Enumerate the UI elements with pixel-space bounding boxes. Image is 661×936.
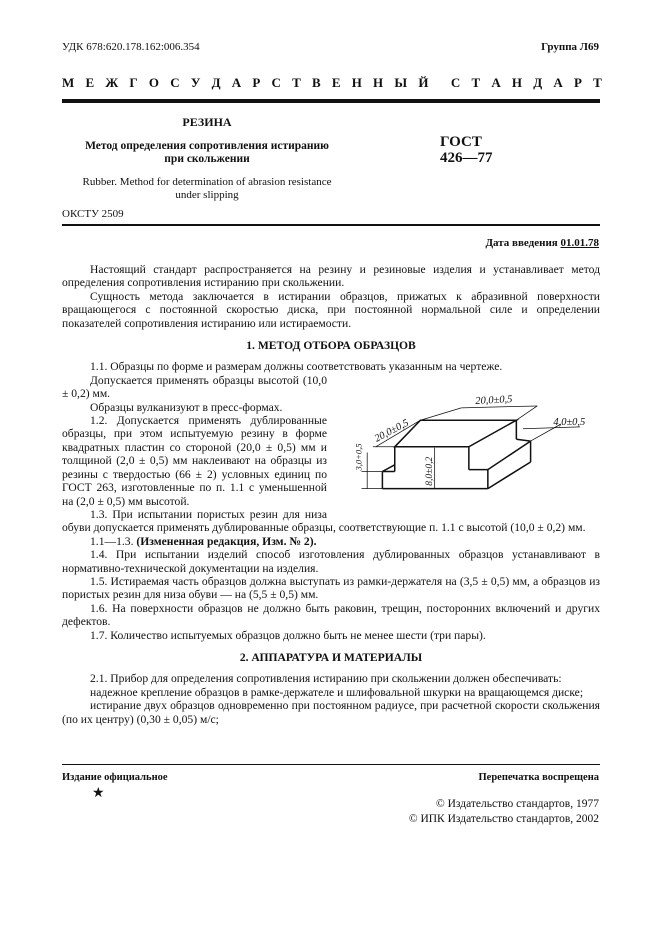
title-block bbox=[62, 115, 352, 209]
doc-subtitle-1: Метод определения сопротивления истиранию bbox=[85, 140, 329, 152]
date-label: Дата введения bbox=[485, 237, 558, 249]
gost-number-block bbox=[440, 134, 493, 166]
document-body bbox=[62, 263, 600, 726]
banner-letter: С bbox=[271, 75, 281, 90]
banner-letter: Н bbox=[373, 75, 384, 90]
paragraph: надежное крепление образцов в рамке-держателе и шлифовальной шкурки на вращающемся диске; bbox=[90, 685, 584, 699]
banner-letter: Р bbox=[252, 75, 261, 90]
paragraph: 1.4. При испытании изделий способ изготовления дублированных образцов устанавливают в нормативно-технической документации на изделия. bbox=[62, 548, 600, 575]
banner-letter: У bbox=[190, 75, 201, 90]
banner-letter: Е bbox=[85, 75, 95, 90]
footer-rule bbox=[62, 764, 600, 765]
paragraph: 1.7. Количество испытуемых образцов должно быть не менее шести (три пары). bbox=[90, 628, 486, 642]
banner-letter: С bbox=[170, 75, 180, 90]
date-value: 01.01.78 bbox=[560, 237, 599, 249]
gost-label: ГОСТ bbox=[440, 134, 482, 150]
english-title-2: under slipping bbox=[175, 189, 239, 201]
standard-banner bbox=[62, 75, 602, 91]
banner-letter: Г bbox=[129, 75, 138, 90]
thick-rule bbox=[62, 99, 600, 103]
banner-letter: Е bbox=[331, 75, 341, 90]
paragraph: 1.5. Истираемая часть образцов должна выступать из рамки-держателя на (3,5 ± 0,5) мм, а образцов из пористых резин для низа обуви — на (5,5 ± 0,5) мм. bbox=[62, 574, 600, 602]
specimen-drawing bbox=[333, 376, 608, 510]
banner-letter: М bbox=[62, 75, 75, 90]
paragraph: истирание двух образцов одновременно при постоянном радиусе, при расчетной скорости скольжения (по их центру) (0,30 ± 0,05) м/с; bbox=[62, 699, 600, 726]
section-heading: 1. МЕТОД ОТБОРА ОБРАЗЦОВ bbox=[246, 339, 416, 353]
banner-letter: Ы bbox=[394, 75, 408, 90]
banner-letter: Т bbox=[471, 75, 481, 90]
amendment-prefix: 1.1—1.3. bbox=[90, 534, 134, 548]
amendment-text: (Измененная редакция, Изм. № 2). bbox=[136, 534, 317, 548]
introduction-date bbox=[485, 237, 599, 249]
paragraph: 2.1. Прибор для определения сопротивления истиранию при скольжении должен обеспечивать: bbox=[90, 672, 562, 686]
paragraph: Допускается применять образцы высотой (10,0 ± 0,2) мм. bbox=[62, 373, 327, 401]
okstu-code: ОКСТУ 2509 bbox=[62, 208, 124, 220]
banner-letter: А bbox=[553, 75, 563, 90]
gost-number: 426—77 bbox=[440, 150, 493, 166]
paragraph: Образцы вулканизуют в пресс-формах. bbox=[90, 400, 283, 414]
paragraph: 1.3. При испытании пористых резин для низа обуви допускается применять дублированные образцы, соответствующие п. 1.1 с высотой (10,0 ± 0,2) мм. bbox=[62, 507, 586, 535]
banner-letter: А bbox=[491, 75, 501, 90]
rule bbox=[62, 224, 600, 226]
banner-letter: О bbox=[148, 75, 160, 90]
banner-letter: Р bbox=[574, 75, 582, 90]
paragraph: 1.6. На поверхности образцов не должно быть раковин, трещин, посторонних включений и других дефектов. bbox=[62, 601, 600, 629]
udc-code: УДК 678:620.178.162:006.354 bbox=[62, 41, 200, 53]
banner-letter: Д bbox=[211, 75, 221, 90]
paragraph: Настоящий стандарт распространяется на резину и резиновые изделия и устанавливает метод определения сопротивления истиранию при скольжении. bbox=[62, 263, 600, 290]
banner-letter: Т bbox=[593, 75, 602, 90]
english-title-1: Rubber. Method for determination of abrasion resistance bbox=[82, 176, 332, 188]
doc-subtitle-2: при скольжении bbox=[164, 153, 250, 165]
reprint-prohibited: Перепечатка воспрещена bbox=[478, 772, 599, 783]
doc-title: РЕЗИНА bbox=[182, 115, 232, 129]
banner-letter: С bbox=[450, 75, 461, 90]
amendment-note bbox=[62, 535, 600, 548]
banner-letter: В bbox=[311, 75, 321, 90]
banner-letter: Д bbox=[533, 75, 543, 90]
copyright-2002: © ИПК Издательство стандартов, 2002 bbox=[408, 813, 599, 825]
banner-letter: Й bbox=[418, 75, 429, 90]
paragraph: 1.1. Образцы по форме и размерам должны соответствовать указанным на чертеже. bbox=[90, 360, 503, 374]
paragraph: Сущность метода заключается в истирании образцов, прижатых к абразивной поверхности вращающегося с постоянной скоростью диска, при постоянной нормальной силе и определении показателей сопротивления истиранию или истираемости. bbox=[62, 289, 600, 330]
star-icon: ★ bbox=[92, 786, 105, 801]
banner-letter: Т bbox=[292, 75, 301, 90]
group-code: Группа Л69 bbox=[541, 41, 599, 53]
official-edition: Издание официальное bbox=[62, 772, 168, 783]
banner-letter: Н bbox=[351, 75, 362, 90]
dim-step-height-label: 3,0+0,5 bbox=[353, 443, 364, 471]
dim-length-label: 20,0±0,5 bbox=[475, 393, 513, 407]
banner-letter: А bbox=[231, 75, 242, 90]
banner-letter: Ж bbox=[105, 75, 119, 90]
dim-height-label: 8,0±0,2 bbox=[424, 456, 435, 486]
copyright-1977: © Издательство стандартов, 1977 bbox=[435, 798, 599, 810]
paragraph: 1.2. Допускается применять дублированные образцы, при этом испытуемую резину в форме квадратных пластин со стороной (20,0 ± 0,5) мм и толщиной (2,0 ± 0,5) мм наклеивают на образцы из резины с твердостью (66 ± 2) условных единиц по ГОСТ 263, изготовленные по п. 1.1 с уменьшенной на (2,0 ± 0,5) мм высотой. bbox=[62, 414, 327, 508]
dim-width-label: 20,0±0,5 bbox=[372, 417, 411, 445]
section-heading: 2. АППАРАТУРА И МАТЕРИАЛЫ bbox=[239, 650, 423, 664]
banner-letter: Н bbox=[511, 75, 523, 90]
dim-step-label: 4,0±0,5 bbox=[553, 416, 586, 428]
